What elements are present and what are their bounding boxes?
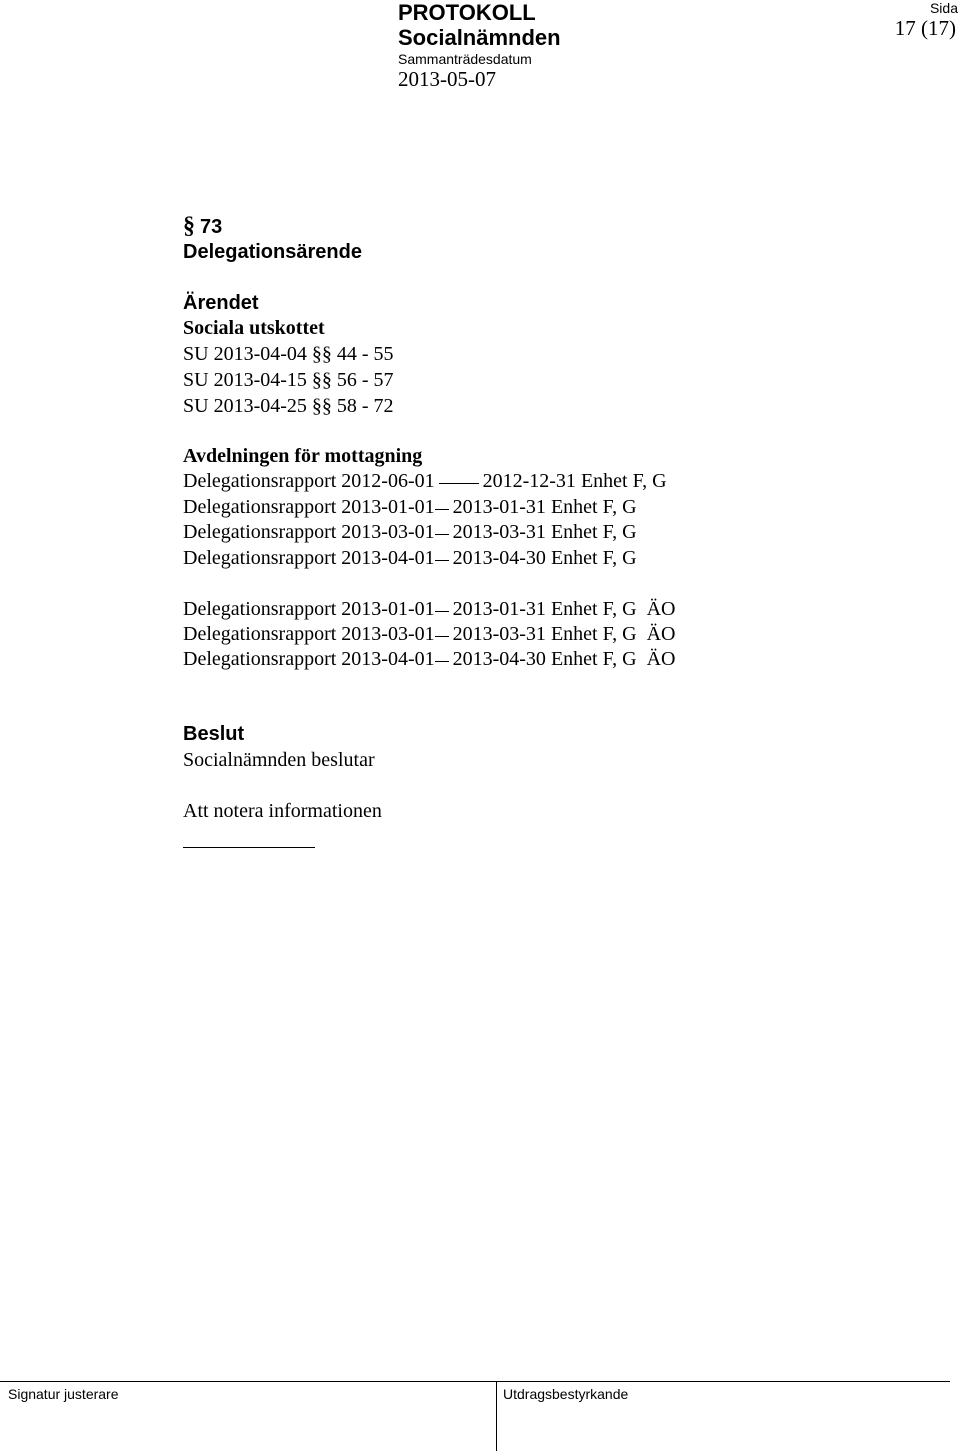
report-from: 2012-06-01 xyxy=(341,470,435,492)
su-row-range: 56 - 57 xyxy=(336,369,394,391)
su-row xyxy=(183,342,394,366)
su-row-sections: §§ xyxy=(311,395,332,417)
report-name: Delegationsrapport xyxy=(183,648,337,670)
su-row-prefix: SU 2013-04-15 xyxy=(183,369,307,391)
su-row-range: 44 - 55 xyxy=(336,343,394,365)
report-unit: Enhet F, G xyxy=(550,547,637,569)
arendet-heading: Ärendet xyxy=(183,292,259,314)
su-row-sections: §§ xyxy=(311,343,332,365)
meeting-date: 2013-05-07 xyxy=(398,67,496,91)
report-to: 2013-04-30 xyxy=(452,547,546,569)
report-to: 2013-04-30 xyxy=(452,648,546,670)
report-to: 2013-03-31 xyxy=(452,521,546,543)
report-unit: Enhet F, G xyxy=(550,648,637,670)
report-name: Delegationsrapport xyxy=(183,470,337,492)
report-unit: Enhet F, G xyxy=(550,623,637,645)
page-label: Sida xyxy=(929,0,958,16)
range-dash xyxy=(435,611,449,612)
su-row-sections: §§ xyxy=(311,369,332,391)
footer-divider xyxy=(496,1381,497,1451)
report-name: Delegationsrapport xyxy=(183,547,337,569)
report-to: 2013-01-31 xyxy=(452,496,546,518)
range-dash xyxy=(439,483,479,484)
range-dash xyxy=(435,560,449,561)
range-dash xyxy=(435,509,449,510)
su-row xyxy=(183,394,394,418)
report-row xyxy=(183,546,637,570)
report-name: Delegationsrapport xyxy=(183,598,337,620)
report-from: 2013-01-01 xyxy=(341,598,435,620)
su-row-prefix: SU 2013-04-04 xyxy=(183,343,307,365)
range-dash xyxy=(435,534,449,535)
report-row-ao xyxy=(183,647,675,671)
document-title: PROTOKOLL xyxy=(398,0,536,25)
report-from: 2013-03-01 xyxy=(341,521,435,543)
organization-name: Socialnämnden xyxy=(398,25,561,50)
report-row-ao xyxy=(183,597,675,621)
report-name: Delegationsrapport xyxy=(183,521,337,543)
report-unit: Enhet F, G xyxy=(550,496,637,518)
report-row xyxy=(183,520,637,544)
report-from: 2013-03-01 xyxy=(341,623,435,645)
report-from: 2013-01-01 xyxy=(341,496,435,518)
su-row-range: 58 - 72 xyxy=(336,395,394,417)
report-to: 2012-12-31 xyxy=(482,470,576,492)
footer-rule xyxy=(0,1381,950,1382)
report-from: 2013-04-01 xyxy=(341,547,435,569)
su-row xyxy=(183,368,394,392)
signature-label: Signatur justerare xyxy=(8,1386,119,1402)
range-dash xyxy=(435,661,449,662)
beslut-decision: Att notera informationen xyxy=(183,800,382,822)
report-suffix: ÄO xyxy=(646,623,676,645)
report-name: Delegationsrapport xyxy=(183,496,337,518)
report-row xyxy=(183,495,637,519)
report-suffix: ÄO xyxy=(646,648,676,670)
report-name: Delegationsrapport xyxy=(183,623,337,645)
report-unit: Enhet F, G xyxy=(580,470,667,492)
page-number: 17 (17) xyxy=(894,16,956,40)
extract-certification-label: Utdragsbestyrkande xyxy=(503,1386,629,1402)
range-dash xyxy=(435,636,449,637)
item-number-line xyxy=(183,214,222,239)
report-unit: Enhet F, G xyxy=(550,598,637,620)
mottagning-heading: Avdelningen för mottagning xyxy=(183,445,423,467)
report-unit: Enhet F, G xyxy=(550,521,637,543)
report-to: 2013-01-31 xyxy=(452,598,546,620)
beslut-text: Socialnämnden beslutar xyxy=(183,749,375,771)
section-symbol: § xyxy=(183,213,195,239)
item-number: 73 xyxy=(200,216,223,238)
meeting-date-label: Sammanträdesdatum xyxy=(398,51,532,67)
report-to: 2013-03-31 xyxy=(452,623,546,645)
su-row-prefix: SU 2013-04-25 xyxy=(183,395,307,417)
report-row xyxy=(183,469,667,493)
report-row-ao xyxy=(183,622,675,646)
closing-rule xyxy=(183,847,315,848)
arendet-subheading: Sociala utskottet xyxy=(183,317,325,339)
report-suffix: ÄO xyxy=(646,598,676,620)
beslut-heading: Beslut xyxy=(183,723,245,745)
item-title: Delegationsärende xyxy=(183,241,362,263)
report-from: 2013-04-01 xyxy=(341,648,435,670)
